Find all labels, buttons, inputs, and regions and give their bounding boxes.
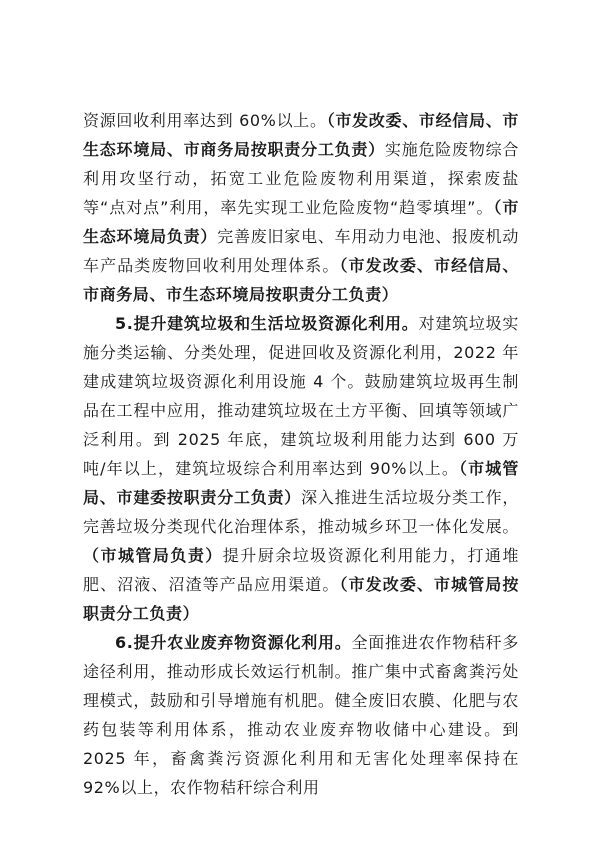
text-run: 深入推进生活垃圾分类工作，完善垃圾分类现代化治理体系，推动城乡环卫一体化发展。 xyxy=(83,488,519,536)
paragraph-agricultural-waste xyxy=(83,628,519,802)
text-run: 资源回收利用率达到 60%以上。 xyxy=(83,111,327,130)
paragraph-construction-waste xyxy=(83,309,519,628)
text-run: 实施危险废物综合利用攻坚行动，拓宽工业危险废物利用渠道，探索废盐等“点对点”利用，率先实现工业危险废物“趋零填埋”。 xyxy=(83,140,519,217)
text-run: 对建筑垃圾实施分类运输、分类处理，促进回收及资源化利用，2022 年建成建筑垃圾资源化利用设施 4 个。鼓励建筑垃圾再生制品在工程中应用，推动建筑垃圾在土方平衡、回填等领域广泛利用。到 2025 年底，建筑垃圾利用能力达到 600 万吨/年以上，建筑垃圾综合利用率达到 90%以上。 xyxy=(83,314,519,478)
document-body xyxy=(83,106,519,802)
paragraph-hazardous-waste xyxy=(83,106,519,309)
responsibility-note: （市城管局负责） xyxy=(83,546,223,565)
text-run: 完善废旧家电、车用动力电池、报废机动车产品类废物回收利用处理体系。 xyxy=(83,227,519,275)
text-run: 全面推进农作物秸秆多途径利用，推动形成长效运行机制。推广集中式畜禽粪污处理模式，鼓励和引导增施有机肥。健全废旧农膜、化肥与农药包装等利用体系，推动农业废弃物收储中心建设。到 2025 年，畜禽粪污资源化利用和无害化处理率保持在 92%以上，农作物秸秆综合利用 xyxy=(83,633,519,797)
responsibility-note: （市城管局、市建委按职责分工负责） xyxy=(83,459,519,507)
responsibility-note: （市发改委、市经信局、市生态环境局、市商务局按职责分工负责） xyxy=(83,111,520,159)
section-heading-5: 5.提升建筑垃圾和生活垃圾资源化利用。 xyxy=(115,314,419,333)
responsibility-note: （市发改委、市经信局、市商务局、市生态环境局按职责分工负责） xyxy=(83,256,519,304)
responsibility-note: （市生态环境局负责） xyxy=(83,198,519,246)
section-heading-6: 6.提升农业废弃物资源化利用。 xyxy=(115,633,352,652)
responsibility-note: （市发改委、市城管局按职责分工负责） xyxy=(83,575,519,623)
text-run: 提升厨余垃圾资源化利用能力，打通堆肥、沼液、沼渣等产品应用渠道。 xyxy=(83,546,519,594)
